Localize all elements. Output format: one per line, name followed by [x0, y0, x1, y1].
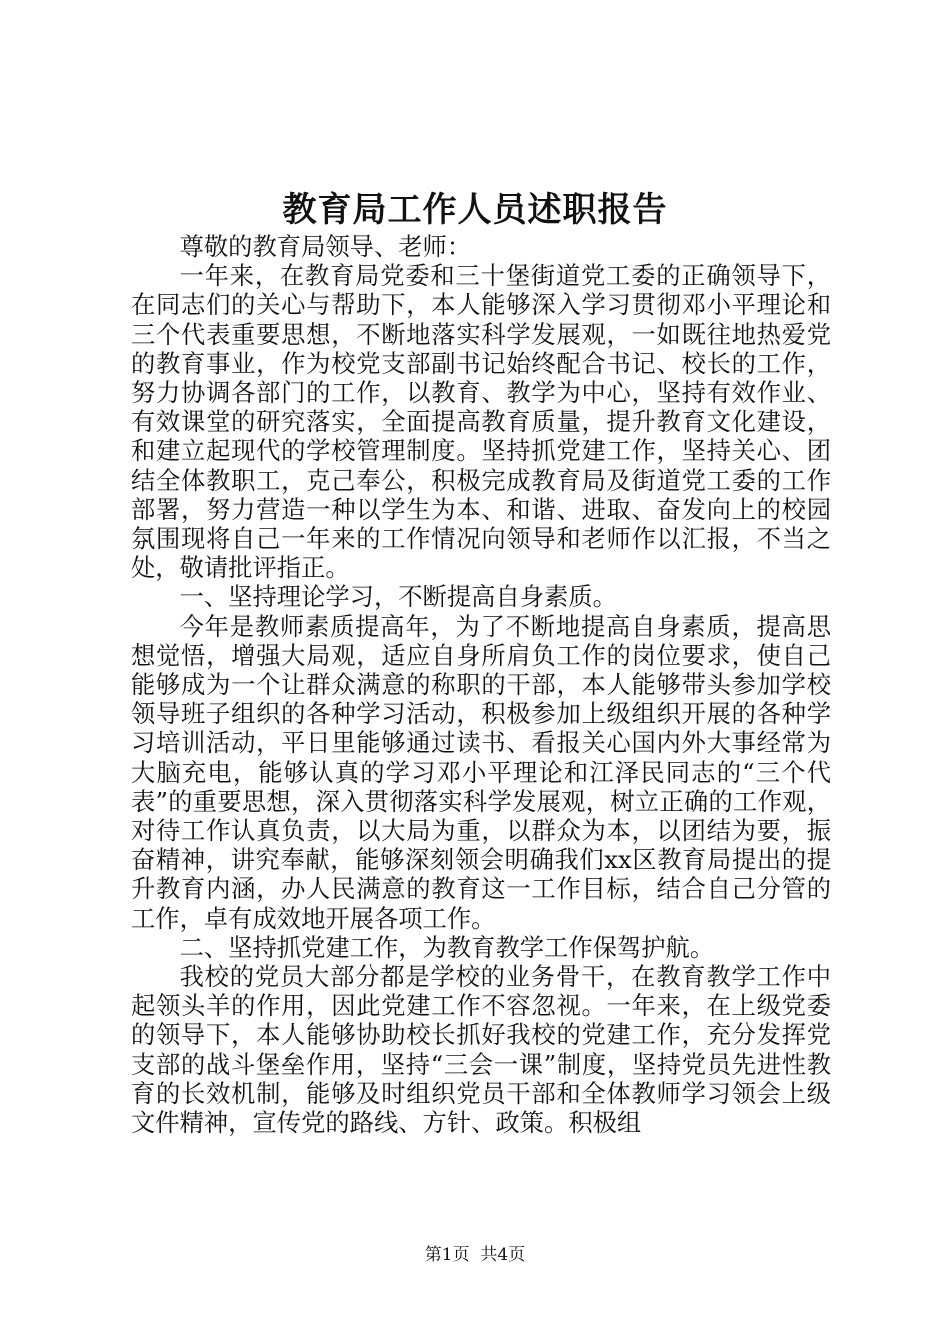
section-heading-1: 一、坚持理论学习，不断提高自身素质。 [179, 582, 617, 612]
paragraph-party-building: 我校的党员大部分都是学校的业务骨干，在教育教学工作中起领头羊的作用，因此党建工作不容忽视。一年来，在上级党委的领导下，本人能够协助校长抓好我校的党建工作，充分发挥党支部的战斗堡垒作用，坚持“三会一课”制度，坚持党员先进性教育的长效机制，能够及时组织党员干部和全体教师学习领会上级文件精神，宣传党的路线、方针、政策。积极组 [131, 962, 831, 1138]
document-body [131, 232, 831, 1137]
page-footer [0, 1244, 950, 1266]
page-number-label: 第1页 共4页 [424, 1245, 526, 1265]
paragraph-intro: 一年来，在教育局党委和三十堡街道党工委的正确领导下，在同志们的关心与帮助下，本人能够深入学习贯彻邓小平理论和三个代表重要思想，不断地落实科学发展观，一如既往地热爱党的教育事业，作为校党支部副书记始终配合书记、校长的工作，努力协调各部门的工作，以教育、教学为中心，坚持有效作业、有效课堂的研究落实，全面提高教育质量，提升教育文化建设，和建立起现代的学校管理制度。坚持抓党建工作，坚持关心、团结全体教职工，克己奉公，积极完成教育局及街道党工委的工作部署，努力营造一种以学生为本、和谐、进取、奋发向上的校园氛围现将自己一年来的工作情况向领导和老师作以汇报，不当之处，敬请批评指正。 [131, 261, 831, 583]
section-heading-2: 二、坚持抓党建工作，为教育教学工作保驾护航。 [179, 932, 715, 962]
document-title: 教育局工作人员述职报告 [282, 190, 668, 230]
greeting-line: 尊敬的教育局领导、老师： [179, 232, 472, 261]
paragraph-study: 今年是教师素质提高年，为了不断地提高自身素质，提高思想觉悟，增强大局观，适应自身所肩负工作的岗位要求，使自己能够成为一个让群众满意的称职的干部，本人能够带头参加学校领导班子组织的各种学习活动，积极参加上级组织开展的各种学习培训活动，平日里能够通过读书、看报关心国内外大事经常为大脑充电，能够认真的学习邓小平理论和江泽民同志的“三个代表”的重要思想，深入贯彻落实科学发展观，树立正确的工作观，对待工作认真负责，以大局为重，以群众为本，以团结为要，振奋精神，讲究奉献，能够深刻领会明确我们xx区教育局提出的提升教育内涵，办人民满意的教育这一工作目标，结合自己分管的工作，卓有成效地开展各项工作。 [131, 611, 831, 933]
